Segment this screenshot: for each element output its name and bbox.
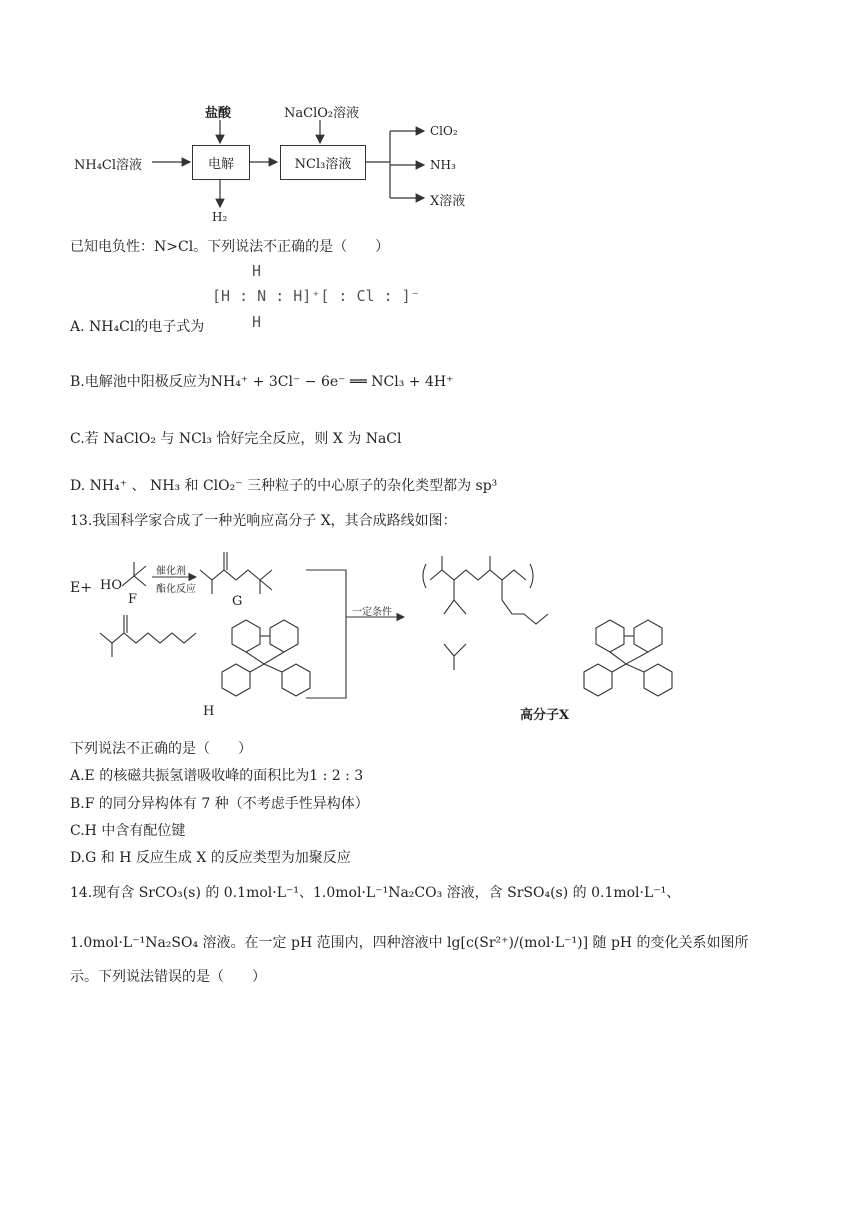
flow-electrolysis-box — [192, 145, 250, 180]
q14-line-1: 14.现有含 SrCO₃(s) 的 0.1mol·L⁻¹、1.0mol·L⁻¹Na₂CO₃ 溶液，含 SrSO₄(s) 的 0.1mol·L⁻¹、 — [70, 885, 681, 901]
q14-line-3: 示。下列说法错误的是（ ） — [70, 969, 266, 985]
flow-out-x: X溶液 — [430, 194, 466, 209]
reactant-e-plus: E+ — [70, 580, 92, 596]
q12-option-d: D. NH₄⁺ 、 NH₃ 和 ClO₂⁻ 三种粒子的中心原子的杂化类型都为 sp³ — [70, 478, 498, 494]
polymer-x-label: 高分子X — [520, 708, 570, 723]
flow-out-nh3: NH₃ — [430, 158, 456, 172]
q13-prompt: 下列说法不正确的是（ ） — [70, 741, 252, 757]
hydroxyl-label: HO — [100, 578, 122, 593]
flow-h2: H₂ — [212, 210, 228, 224]
compound-h-label: H — [203, 704, 215, 719]
q13-option-b: B.F 的同分异构体有 7 种（不考虑手性异构体） — [70, 796, 369, 812]
lewis-h-bottom: H — [252, 313, 262, 331]
q13-option-a: A.E 的核磁共振氢谱吸收峰的面积比为1 : 2 : 3 — [70, 768, 364, 784]
flow-ncl3-label: NCl₃溶液 — [294, 157, 352, 172]
q12-option-b: B.电解池中阳极反应为NH₄⁺ + 3Cl⁻ − 6e⁻ ══ NCl₃ + 4H⁺ — [70, 374, 454, 390]
q14-line-2: 1.0mol·L⁻¹Na₂SO₄ 溶液。在一定 pH 范围内，四种溶液中 lg[c(Sr²⁺)/(mol·L⁻¹)] 随 pH 的变化关系如图所 — [70, 935, 749, 951]
flow-out-clo2: ClO₂ — [430, 124, 458, 138]
q13-option-d: D.G 和 H 反应生成 X 的反应类型为加聚反应 — [70, 850, 351, 866]
flow-ncl3-box — [280, 145, 366, 180]
q13-option-c: C.H 中含有配位键 — [70, 823, 186, 839]
compound-f-label: F — [128, 592, 138, 607]
compound-g-label: G — [232, 594, 243, 609]
condition-label: 一定条件 — [352, 607, 392, 618]
q13-stem: 13.我国科学家合成了一种光响应高分子 X，其合成路线如图： — [70, 513, 457, 529]
flow-hydrochloric-acid: 盐酸 — [205, 106, 232, 121]
esterification-label: 酯化反应 — [156, 584, 196, 595]
lewis-h-top: H — [252, 262, 262, 280]
catalyst-label: 催化剂 — [156, 566, 186, 577]
flow-input-nh4cl: NH₄Cl溶液 — [74, 158, 143, 173]
q12-option-a: A. NH₄Cl的电子式为 — [70, 319, 205, 335]
q12-stem: 已知电负性：N>Cl。下列说法不正确的是（ ） — [70, 239, 390, 255]
flow-naclo2: NaClO₂溶液 — [284, 106, 360, 121]
flow-electrolysis-label: 电解 — [207, 157, 234, 172]
q12-option-c: C.若 NaClO₂ 与 NCl₃ 恰好完全反应，则 X 为 NaCl — [70, 431, 402, 447]
lewis-structure: [H : N : H]⁺[ : Cl : ]⁻ — [212, 287, 420, 305]
